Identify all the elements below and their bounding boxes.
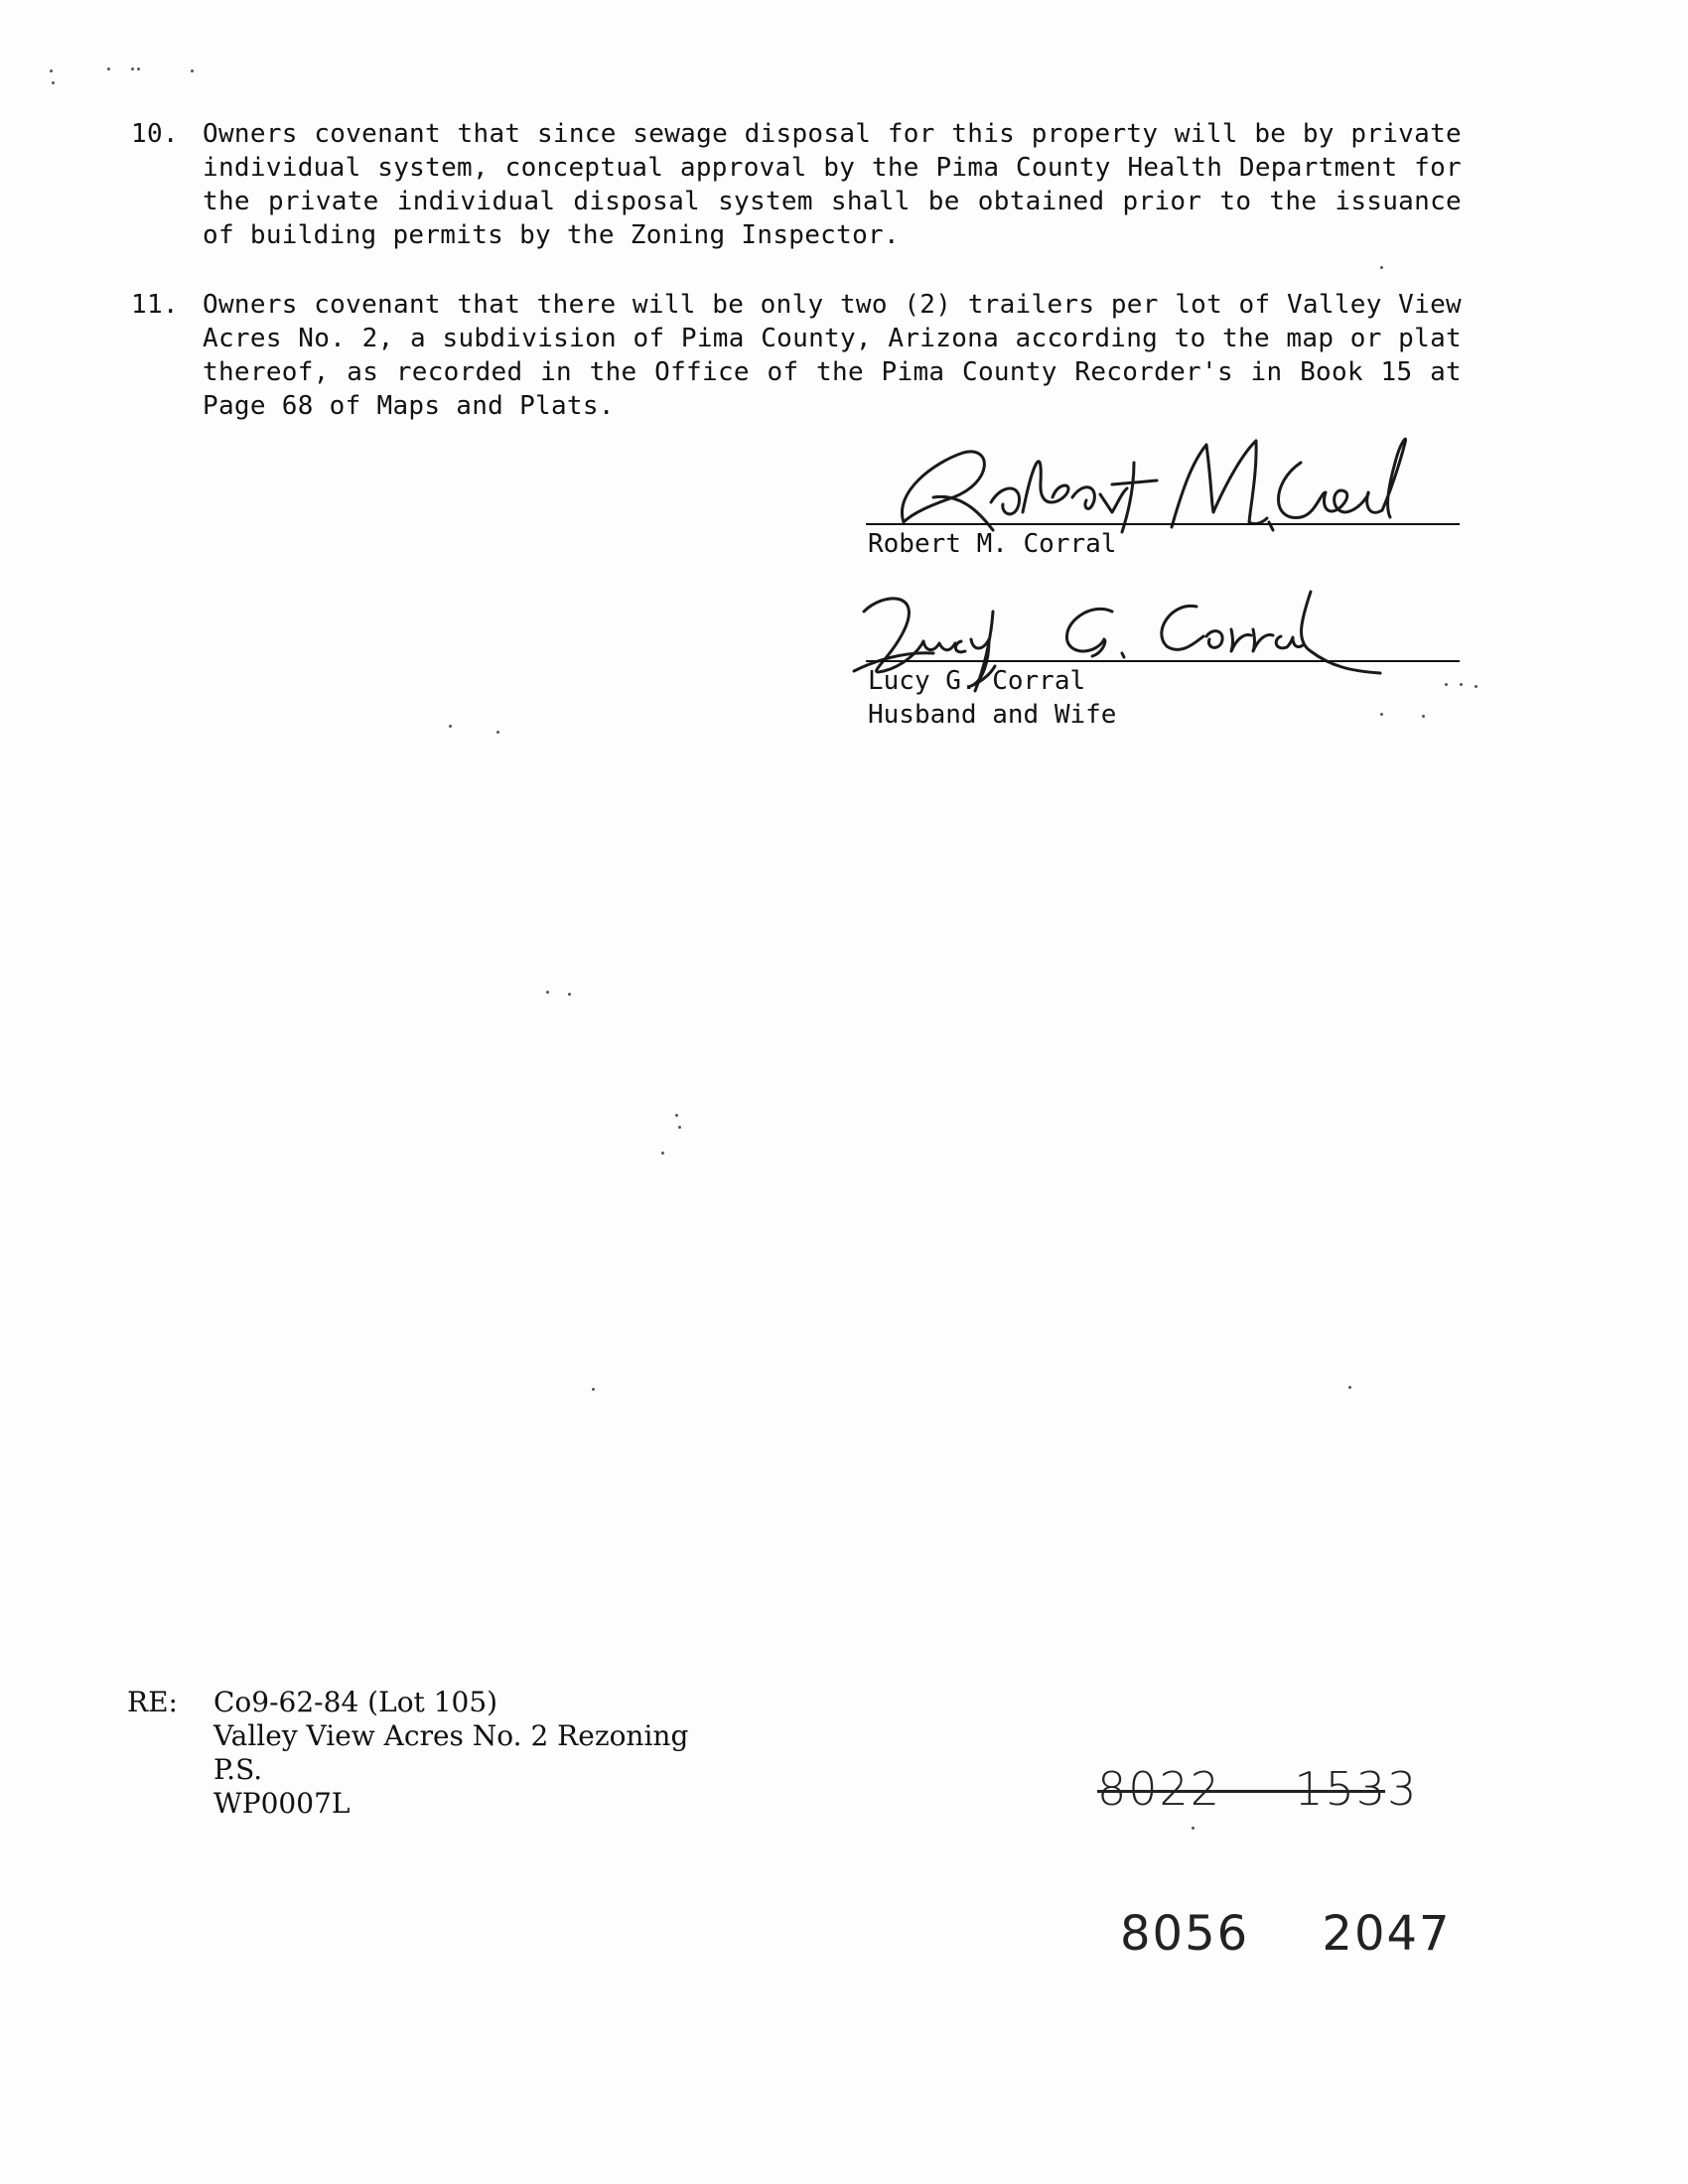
covenant-paragraph-11 <box>131 288 1462 423</box>
scan-speck <box>1348 1386 1351 1389</box>
signer-relation: Husband and Wife <box>868 700 1117 730</box>
scan-speck <box>678 1126 681 1129</box>
scan-speck <box>1445 683 1448 686</box>
scan-speck <box>592 1388 595 1391</box>
scan-speck <box>568 993 571 996</box>
covenant-paragraph-10 <box>131 117 1462 252</box>
scan-speck <box>449 725 452 728</box>
scan-speck <box>1475 685 1477 688</box>
printed-signer-name: Lucy G. Corral <box>868 666 1086 696</box>
current-docket-stamp <box>1120 1906 1452 1962</box>
superseded-docket-stamp <box>1097 1762 1418 1816</box>
signature-line <box>866 660 1460 662</box>
scan-speck <box>50 69 53 72</box>
scan-speck <box>191 69 194 72</box>
signature-line <box>866 523 1460 525</box>
scan-speck <box>131 68 134 70</box>
scan-speck <box>1380 713 1383 716</box>
scan-speck <box>52 81 55 84</box>
scan-speck <box>661 1152 664 1155</box>
strike-through <box>1097 1790 1385 1793</box>
reference-initials: P.S. <box>213 1753 263 1786</box>
scan-speck <box>1380 266 1383 269</box>
docket-number: 8056 <box>1120 1906 1250 1962</box>
scan-speck <box>496 731 499 734</box>
reference-lines <box>213 1686 688 1821</box>
paragraph-number: 10. <box>131 119 179 149</box>
reference-label: RE: <box>127 1686 178 1718</box>
paragraph-number: 11. <box>131 290 179 320</box>
scan-speck <box>107 68 110 70</box>
scan-speck <box>1422 715 1425 718</box>
reference-subject: Valley View Acres No. 2 Rezoning <box>213 1719 689 1752</box>
scan-speck <box>1460 683 1463 686</box>
docket-page: 1533 <box>1294 1762 1419 1816</box>
scan-speck <box>1192 1827 1195 1830</box>
reference-file-code: WP0007L <box>213 1787 351 1820</box>
scan-speck <box>546 991 549 994</box>
reference-case-number: Co9-62-84 (Lot 105) <box>213 1686 498 1718</box>
paragraph-text: Owners covenant that since sewage disposal for this property will be by private individual system, conceptual approval by the Pima County Health Department for the private individual disposal system shall be obtained prior to the issuance of building permits by the Zoning Inspector. <box>203 119 1462 250</box>
scan-speck <box>675 1114 678 1117</box>
paragraph-text: Owners covenant that there will be only two (2) trailers per lot of Valley View Acres No. 2, a subdivision of Pima County, Arizona according to the map or plat thereof, as recorded in the Office of the Pima County Recorder's in Book 15 at Page 68 of Maps and Plats. <box>203 290 1462 421</box>
docket-page: 2047 <box>1322 1906 1452 1962</box>
printed-signer-name: Robert M. Corral <box>868 529 1117 559</box>
scan-speck <box>137 68 140 70</box>
docket-number: 8022 <box>1097 1762 1222 1816</box>
